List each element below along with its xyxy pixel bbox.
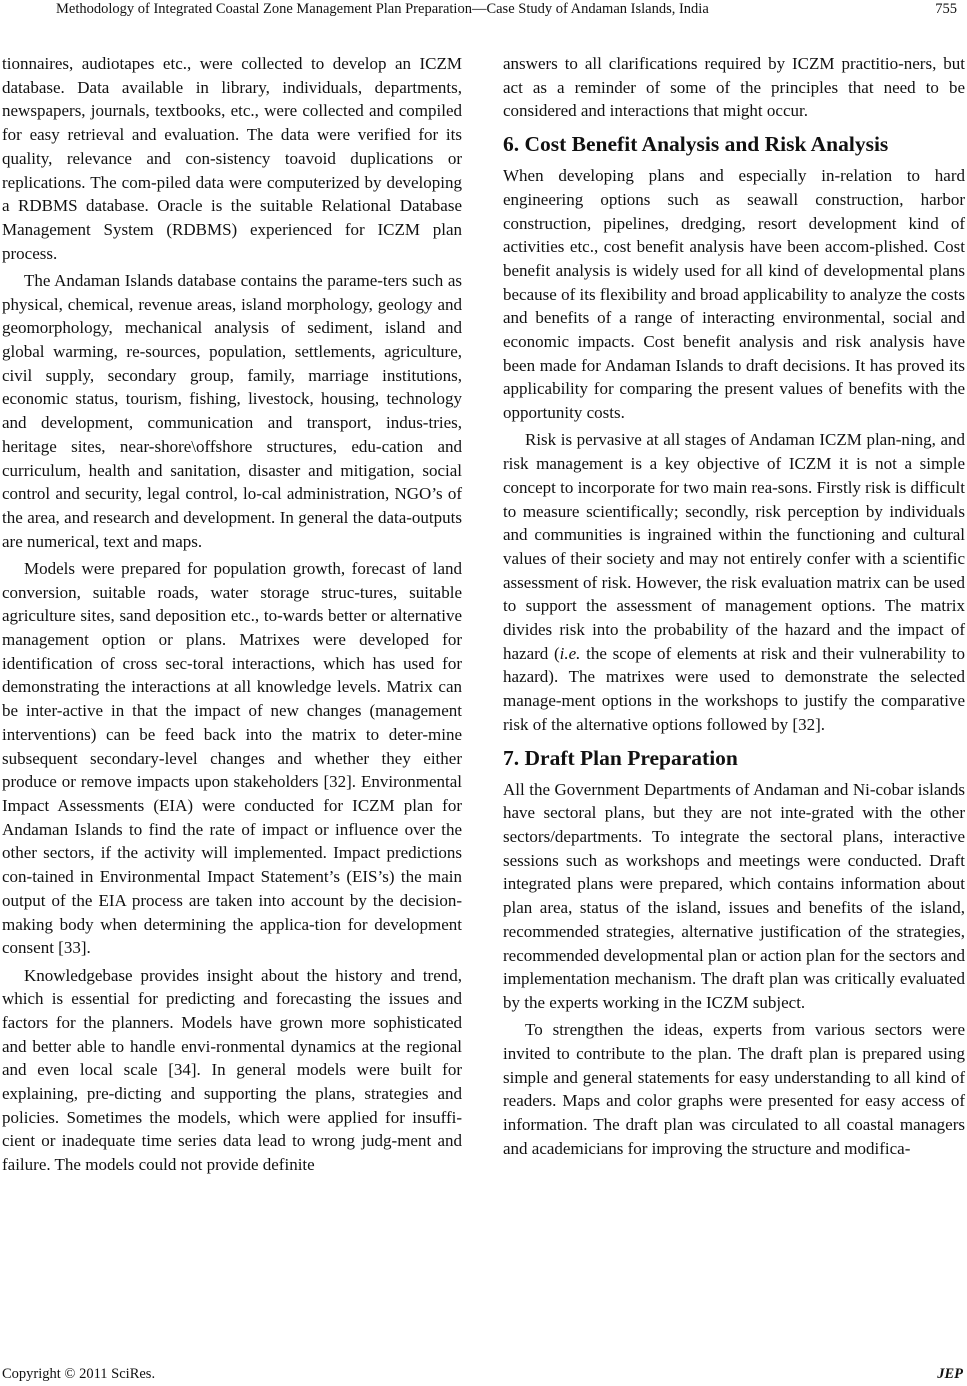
paragraph: All the Government Departments of Andaman and Ni-cobar islands have sectoral plans, but they are not inte-grated with the other sectors/departments. To integrate the sectoral plans, interactive sessions such as workshops and meetings were conducted. Draft integrated plans were prepared, which contains information about plan area, status of the island, issues and benefits of the island, recommended strategies, alternative justification of the strategies, recommended developmental plan or action plan for the sectors and implementation mechanism. The draft plan was critically evaluated by the experts working in the ICZM subject. xyxy=(503,779,965,1012)
paragraph: When developing plans and especially in-relation to hard engineering options such as seawall construction, harbor construction, pipelines, dredging, resort development kind of activities etc., cost benefit analysis have been accom-plished. Cost benefit analysis is widely used for all kind of developmental plans because of its flexibility and broad applicability to analyze the costs and benefits of a range of interacting environmental, social and economic impacts. Cost benefit analysis and risk analysis have been made for Andaman Islands to draft decisions. It has proved its applicability for comparing the present values of benefits with the opportunity costs. xyxy=(503,166,965,423)
journal-abbrev: JEP xyxy=(937,1366,963,1382)
paragraph xyxy=(503,428,965,736)
paragraph: The Andaman Islands database contains the parame-ters such as physical, chemical, revenue areas, island morphology, geology and geomorphology, mechanical analysis of sediment, island and global warming, re-sources, population, settlements, agriculture, civil supply, secondary group, family, marriage institutions, economic status, tourism, fishing, livestock, housing, technology and development, communication and transport, indus-tries, heritage sites, near-shore\offshore structures, edu-cation and curriculum, health and sanitation, disaster and mitigation, social control and security, legal control, lo-cal administration, NGO’s of the area, and research and development. In general the data-outputs are numerical, text and maps. xyxy=(2,270,462,551)
left-column xyxy=(2,52,462,1177)
paragraph-text: Risk is pervasive at all stages of Andaman ICZM plan-ning, and risk management is a key objective of ICZM it is not a simple concept to incorporate for two main rea-sons. Firstly risk is difficult to measure scientifically; secondly, risk perception by individuals and communities is ingrained within the functioning and cultural values of their society and may not entirely confer with a scientific assessment of risk. However, the risk evaluation matrix can be used to support the assessment of management options. The matrix divides risk into the probability of the hazard and the impact of hazard ( xyxy=(503,430,965,663)
copyright-notice: Copyright © 2011 SciRes. xyxy=(2,1366,156,1382)
running-header xyxy=(0,0,967,18)
paragraph: To strengthen the ideas, experts from various sectors were invited to contribute to the plan. The draft plan is prepared using simple and general statements for easy understanding to all kind of readers. Maps and color graphs were presented for easy access of information. The draft plan was circulated to all coastal managers and academicians for improving the structure and modifica- xyxy=(503,1020,965,1158)
page-number: 755 xyxy=(935,1,957,17)
paragraph: answers to all clarifications required by ICZM practitio-ners, but act as a reminder of some of the principles that need to be considered and interactions that might occur. xyxy=(503,54,965,121)
paragraph: tionnaires, audiotapes etc., were collected to develop an ICZM database. Data available in library, individuals, departments, newspapers, journals, textbooks, etc., were collected and compiled for easy retrieval and evaluation. The data were verified for its quality, relevance and con-sistency toavoid duplications or replications. The com-piled data were computerized by developing a RDBMS database. Oracle is the suitable Relational Database Management System (RDBMS) experienced for ICZM plan process. xyxy=(2,54,462,263)
section-heading-6: 6. Cost Benefit Analysis and Risk Analysis xyxy=(503,132,889,157)
emphasis-ie: i.e. xyxy=(559,643,581,663)
page-footer xyxy=(0,1364,967,1384)
paragraph: Models were prepared for population growth, forecast of land conversion, suitable roads, water storage struc-tures, suitable agriculture sites, sand deposition etc., to-wards better or alternative management option or plans. Matrixes were developed for identification of cross sec-toral interactions, which has used for demonstrating the interactions at all knowledge levels. Matrix can be inter-active in that the impact of new changes (management interventions) can be feed back into the matrix to deter-mine subsequent secondary-level changes and whether they either produce or remove impacts upon stakeholders [32]. Environmental Impact Assessments (EIA) were conducted for ICZM plan for Andaman Islands to find the rate of impact or influence over the other sectors, if the activity will implemented. Impact predictions con-tained in Environmental Impact Statement’s (EIS’s) the main output of the EIA process are taken into account by the decision-making body when determining the applica-tion for development consent [33]. xyxy=(2,558,462,958)
section-heading-7: 7. Draft Plan Preparation xyxy=(503,745,738,770)
right-column xyxy=(503,52,965,1160)
paragraph: Knowledgebase provides insight about the history and trend, which is essential for predicting and forecasting the issues and factors for the planners. Models have grown more sophisticated and better able to handle envi-ronmental dynamics at the regional and even local scale [34]. In general models were built for explaining, pre-dicting and supporting the plans, strategies and policies. Sometimes the models, which were applied for insuffi-cient or inadequate time series data lead to wrong judg-ment and failure. The models could not provide definite xyxy=(2,965,462,1175)
paragraph-text: the scope of elements at risk and their vulnerability to hazard). The matrixes were used to demonstrate the selected manage-ment options in the workshops to justify the comparative risk of the alternative options followed by [32]. xyxy=(503,643,965,734)
running-title: Methodology of Integrated Coastal Zone Management Plan Preparation—Case Study of Andaman Islands, India xyxy=(56,1,709,17)
